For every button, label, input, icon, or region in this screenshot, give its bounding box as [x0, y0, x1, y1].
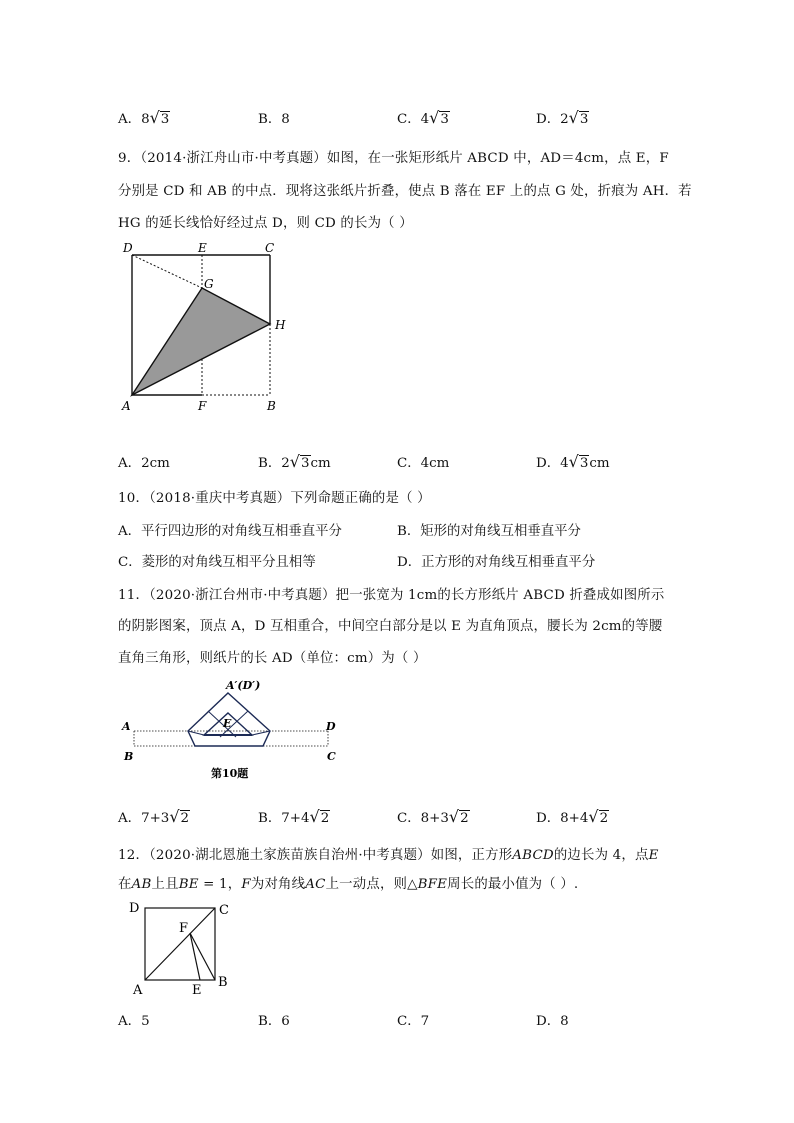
q10-option-d: D．正方形的对角线互相垂直平分	[397, 555, 596, 570]
q11-label-a: A	[122, 720, 131, 733]
q12-label-d: D	[129, 901, 140, 916]
q8-option-d: D．2√3	[536, 108, 589, 127]
q11-option-a: A．7+3√2	[118, 807, 190, 826]
q9-label-d: D	[123, 241, 133, 255]
q12-figure	[125, 898, 245, 998]
q11-label-d: D	[326, 720, 336, 733]
q11-option-c: C．8+3√2	[397, 807, 469, 826]
q12-option-a: A．5	[118, 1014, 150, 1029]
q8-option-c: C．4√3	[397, 108, 449, 127]
q9-label-h: H	[275, 318, 286, 332]
q11-label-top: A′(D′)	[226, 679, 261, 692]
q11-label-b: B	[124, 750, 134, 763]
q10-option-c: C．菱形的对角线互相平分且相等	[118, 555, 316, 570]
q11-label-e: E	[223, 717, 232, 730]
q9-option-a: A．2cm	[118, 456, 170, 471]
q11-option-b: B．7+4√2	[258, 807, 330, 826]
q11-stem-line-3: 直角三角形，则纸片的长 AD（单位：cm）为（ ）	[118, 651, 427, 666]
q12-label-b: B	[218, 975, 228, 990]
q11-label-c: C	[327, 750, 336, 763]
q11-caption: 第10题	[211, 767, 249, 780]
q9-label-g: G	[204, 277, 214, 291]
q8-option-a: A．8√3	[118, 108, 170, 127]
q9-label-e: E	[198, 241, 207, 255]
q9-label-a: A	[122, 399, 131, 413]
q12-option-c: C．7	[397, 1014, 430, 1029]
q9-option-d: D．4√3cm	[536, 452, 610, 471]
q9-stem-line-2: 分别是 CD 和 AB 的中点．现将这张纸片折叠，使点 B 落在 EF 上的点 G 处，折痕为 AH．若	[118, 184, 692, 199]
q11-figure	[118, 675, 348, 785]
q8-option-b: B．8	[258, 112, 290, 127]
q10-option-a: A．平行四边形的对角线互相垂直平分	[118, 524, 342, 539]
q12-label-f: F	[179, 921, 189, 936]
q12-stem-line-2: 在AB上且BE = 1，F为对角线AC上一动点，则△BFE周长的最小值为（ ）.	[118, 877, 579, 892]
q11-option-d: D．8+4√2	[536, 807, 609, 826]
q12-stem-line-1: 12．（2020·湖北恩施土家族苗族自治州·中考真题）如图，正方形ABCD的边长为 4，点E	[118, 848, 659, 863]
q10-option-b: B．矩形的对角线互相垂直平分	[397, 524, 581, 539]
q12-option-b: B．6	[258, 1014, 290, 1029]
q9-label-c: C	[265, 241, 275, 255]
q12-option-d: D．8	[536, 1014, 569, 1029]
q9-label-f: F	[198, 399, 207, 413]
q9-figure	[120, 238, 300, 418]
q12-label-a: A	[133, 983, 143, 998]
q12-label-c: C	[219, 903, 229, 918]
q11-stem-line-2: 的阴影图案，顶点 A，D 互相重合，中间空白部分是以 E 为直角顶点，腰长为 2cm的等腰	[118, 619, 663, 634]
q9-stem-line-1: 9．（2014·浙江舟山市·中考真题）如图，在一张矩形纸片 ABCD 中，AD＝4cm，点 E，F	[118, 151, 669, 166]
q10-stem: 10．（2018·重庆中考真题）下列命题正确的是（ ）	[118, 491, 431, 506]
q12-label-e: E	[192, 983, 202, 998]
q9-option-b: B．2√3cm	[258, 452, 331, 471]
q9-stem-line-3: HG 的延长线恰好经过点 D，则 CD 的长为（ ）	[118, 216, 413, 231]
q11-stem-line-1: 11．（2020·浙江台州市·中考真题）把一张宽为 1cm的长方形纸片 ABCD 折叠成如图所示	[118, 588, 665, 603]
q9-option-c: C．4cm	[397, 456, 450, 471]
q9-label-b: B	[267, 399, 276, 413]
